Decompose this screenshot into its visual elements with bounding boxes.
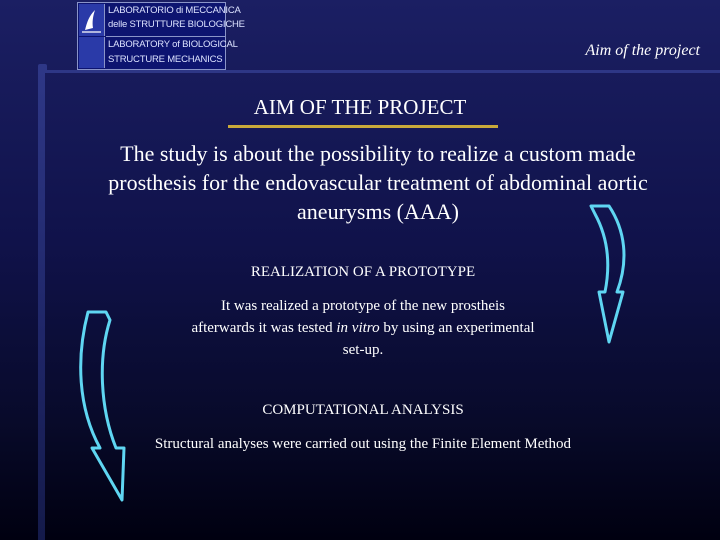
logo-text-line-4: STRUCTURE MECHANICS xyxy=(108,54,223,65)
section-body-computational: Structural analyses were carried out using the Finite Element Method xyxy=(154,436,572,452)
logo-divider xyxy=(106,36,225,37)
header-caption: Aim of the project xyxy=(585,42,700,59)
intro-paragraph: The study is about the possibility to realize a custom made prosthesis for the endovascular treatment of abdominal aortic aneurysms (AAA) xyxy=(108,141,648,224)
section-heading-prototype: REALIZATION OF A PROTOTYPE xyxy=(250,264,476,280)
header-rule xyxy=(44,70,720,73)
lab-logo xyxy=(77,2,245,70)
logo-text-line-1: LABORATORIO di MECCANICA xyxy=(108,5,241,16)
section-body-line xyxy=(130,317,596,339)
section-body-text: afterwards it was tested xyxy=(191,320,337,336)
section-body-text: by using an experimental xyxy=(379,320,535,336)
bird-icon xyxy=(79,4,105,36)
in-vitro-emphasis: in vitro xyxy=(336,320,380,336)
section-body-prototype xyxy=(130,295,596,361)
logo-text-line-2: delle STRUTTURE BIOLOGICHE xyxy=(108,19,245,30)
curved-arrow-left-icon xyxy=(78,308,130,508)
curved-arrow-right-icon xyxy=(585,200,635,350)
logo-mark-panel xyxy=(79,37,105,68)
title-underline xyxy=(228,125,498,128)
section-body-line: set-up. xyxy=(342,342,384,358)
logo-text-line-3: LABORATORY of BIOLOGICAL xyxy=(108,39,238,50)
slide-title: AIM OF THE PROJECT xyxy=(253,95,467,119)
vertical-rule xyxy=(38,70,45,540)
section-heading-computational: COMPUTATIONAL ANALYSIS xyxy=(262,402,464,418)
section-body-line: It was realized a prototype of the new prostheis xyxy=(220,298,506,314)
